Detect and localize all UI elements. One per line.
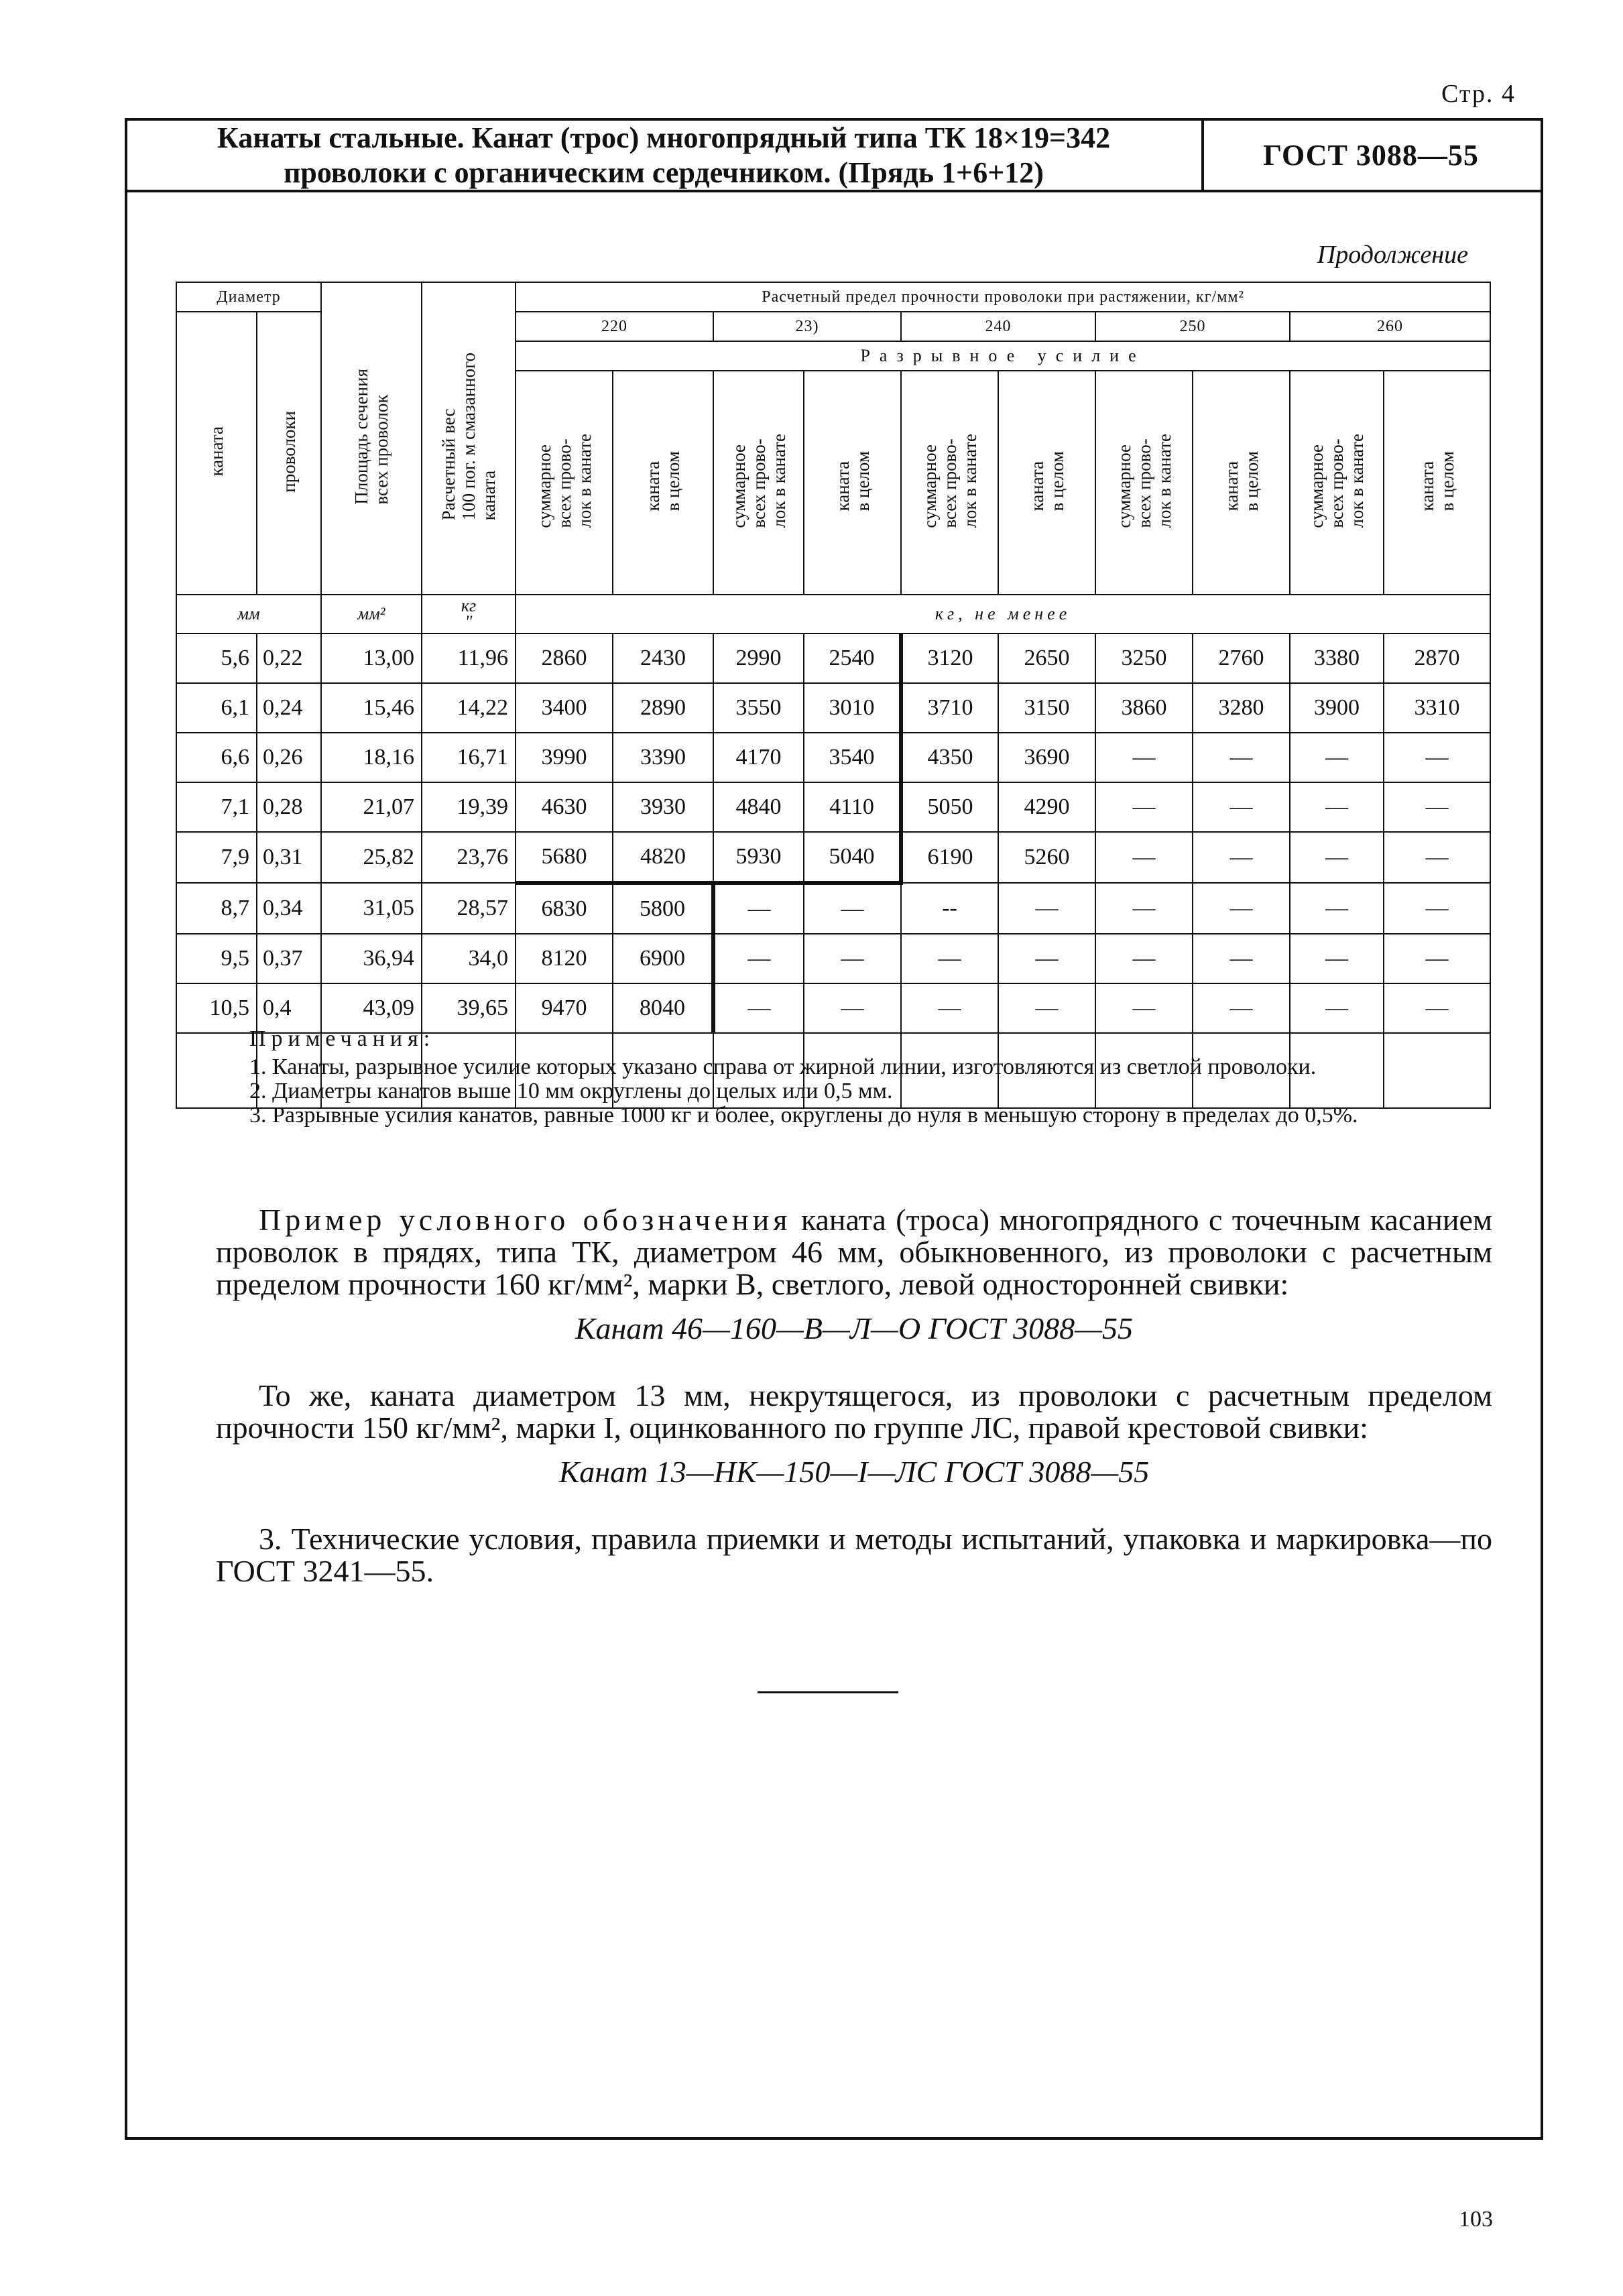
table-cell: 43,09 bbox=[321, 983, 422, 1033]
table-cell: 3120 bbox=[901, 633, 998, 683]
table-cell: 5260 bbox=[998, 832, 1095, 883]
table-cell: 5800 bbox=[613, 883, 713, 934]
table-row bbox=[176, 683, 1490, 733]
gost-number: ГОСТ 3088—55 bbox=[1263, 139, 1479, 172]
table-cell: — bbox=[1095, 832, 1193, 883]
continuation-label: Продолжение bbox=[1317, 241, 1468, 269]
table-cell: 21,07 bbox=[321, 782, 422, 832]
table-cell: 13,00 bbox=[321, 633, 422, 683]
strength-250: 250 bbox=[1095, 312, 1290, 341]
table-row bbox=[176, 832, 1490, 883]
table-cell: — bbox=[713, 983, 804, 1033]
wire-diameter-header: проволоки bbox=[257, 312, 321, 595]
table-cell: 9,5 bbox=[176, 934, 257, 983]
table-row bbox=[176, 883, 1490, 934]
table-cell: 0,22 bbox=[257, 633, 321, 683]
table-row bbox=[176, 633, 1490, 683]
whole-rope-header: каната в целом bbox=[1384, 371, 1490, 595]
table-cell: 2890 bbox=[613, 683, 713, 733]
breaking-force-header: Разрывное усилие bbox=[516, 341, 1490, 371]
table-cell: 8120 bbox=[516, 934, 613, 983]
table-cell: 4840 bbox=[713, 782, 804, 832]
table-cell: — bbox=[1384, 934, 1490, 983]
paragraph-technical-conditions: 3. Технические условия, правила приемки и методы испытаний, упаковка и маркировка—по ГОСТ 3241—55. bbox=[216, 1522, 1492, 1588]
table-cell: 2430 bbox=[613, 633, 713, 683]
table-cell: 18,16 bbox=[321, 733, 422, 782]
table-cell: 3150 bbox=[998, 683, 1095, 733]
table-cell: — bbox=[1384, 733, 1490, 782]
whole-rope-header: каната в целом bbox=[613, 371, 713, 595]
table-cell: 0,28 bbox=[257, 782, 321, 832]
table-cell: — bbox=[998, 883, 1095, 934]
strength-220: 220 bbox=[516, 312, 713, 341]
table-cell: 3540 bbox=[804, 733, 901, 782]
table-cell: 16,71 bbox=[422, 733, 516, 782]
table-cell: — bbox=[804, 883, 901, 934]
header-rule bbox=[125, 190, 1541, 192]
table-cell: — bbox=[804, 934, 901, 983]
table-cell: 7,9 bbox=[176, 832, 257, 883]
table-cell: 3310 bbox=[1384, 683, 1490, 733]
strength-260: 260 bbox=[1290, 312, 1490, 341]
sum-wires-header: суммарное всех прово- лок в канате bbox=[516, 371, 613, 595]
table-cell: 6,6 bbox=[176, 733, 257, 782]
table-cell: 2870 bbox=[1384, 633, 1490, 683]
table-cell: 0,4 bbox=[257, 983, 321, 1033]
table-cell: — bbox=[1095, 883, 1193, 934]
table-cell: 5930 bbox=[713, 832, 804, 883]
table-cell: 5,6 bbox=[176, 633, 257, 683]
frame-bottom-rule bbox=[125, 2137, 1541, 2140]
table-cell: 36,94 bbox=[321, 934, 422, 983]
table-cell: 3010 bbox=[804, 683, 901, 733]
table-cell: 2860 bbox=[516, 633, 613, 683]
strength-230: 23) bbox=[713, 312, 901, 341]
title-line-2: проволоки с органическим сердечником. (Прядь 1+6+12) bbox=[284, 156, 1044, 189]
table-cell: 5050 bbox=[901, 782, 998, 832]
table-cell: 2760 bbox=[1193, 633, 1290, 683]
table-cell: — bbox=[1290, 983, 1384, 1033]
table-cell: 6,1 bbox=[176, 683, 257, 733]
table-cell: — bbox=[1095, 934, 1193, 983]
table-cell: 19,39 bbox=[422, 782, 516, 832]
area-header: Площадь сечения всех проволок bbox=[321, 282, 422, 595]
table-cell: 3550 bbox=[713, 683, 804, 733]
table-cell: — bbox=[1193, 934, 1290, 983]
table-cell: 3990 bbox=[516, 733, 613, 782]
table-cell: — bbox=[713, 934, 804, 983]
table-cell: — bbox=[1290, 832, 1384, 883]
table-cell: 28,57 bbox=[422, 883, 516, 934]
designation-example-1: Канат 46—160—В—Л—О ГОСТ 3088—55 bbox=[575, 1311, 1134, 1345]
table-cell: 4110 bbox=[804, 782, 901, 832]
table-row bbox=[176, 983, 1490, 1033]
table-cell: 0,34 bbox=[257, 883, 321, 934]
table-cell: 3860 bbox=[1095, 683, 1193, 733]
sum-wires-header: суммарное всех прово- лок в канате bbox=[901, 371, 998, 595]
notes-block bbox=[249, 1027, 1496, 1128]
table-cell: — bbox=[713, 883, 804, 934]
whole-rope-header: каната в целом bbox=[998, 371, 1095, 595]
table-cell: 9470 bbox=[516, 983, 613, 1033]
note-3: 3. Разрывные усилия канатов, равные 1000 кг и более, округлены до нуля в меньшую сторону в пределах до 0,5%. bbox=[249, 1103, 1358, 1128]
table-cell: 3390 bbox=[613, 733, 713, 782]
page-number: 103 bbox=[1459, 2207, 1493, 2232]
table-cell: — bbox=[1290, 934, 1384, 983]
table-cell: — bbox=[1384, 832, 1490, 883]
table-cell: — bbox=[1193, 832, 1290, 883]
table-cell: — bbox=[901, 934, 998, 983]
table-cell: 10,5 bbox=[176, 983, 257, 1033]
paragraph-example-2: То же, каната диаметром 13 мм, некрутящегося, из проволоки с расчетным пределом прочности 150 кг/мм², марки I, оцинкованного по группе ЛС, правой крестовой свивки: bbox=[216, 1378, 1492, 1445]
sum-wires-header: суммарное всех прово- лок в канате bbox=[1095, 371, 1193, 595]
document-title bbox=[127, 121, 1200, 190]
note-2: 2. Диаметры канатов выше 10 мм округлены до целых или 0,5 мм. bbox=[249, 1079, 893, 1103]
table-cell: 4820 bbox=[613, 832, 713, 883]
table-cell: — bbox=[1384, 983, 1490, 1033]
table-cell: 8,7 bbox=[176, 883, 257, 934]
table-cell: 14,22 bbox=[422, 683, 516, 733]
title-line-1: Канаты стальные. Канат (трос) многопрядный типа ТК 18×19=342 bbox=[217, 121, 1111, 154]
weight-header: Расчетный вес 100 пог. м смазанного каната bbox=[422, 282, 516, 595]
page-label: Стр. 4 bbox=[1441, 80, 1516, 108]
table-cell: 3930 bbox=[613, 782, 713, 832]
designation-example-2: Канат 13—НК—150—I—ЛС ГОСТ 3088—55 bbox=[558, 1455, 1150, 1489]
paragraph-example-1: Пример условного обозначения каната (троса) многопрядного с точечным касанием проволок в прядях, типа ТК, диаметром 46 мм, обыкновенного, из проволоки с расчетным пределом прочности 160 кг/мм², марки В, светлого, левой односторонней свивки: bbox=[216, 1203, 1492, 1301]
unit-kg: кг " bbox=[422, 595, 516, 633]
table-cell: 6900 bbox=[613, 934, 713, 983]
end-rule bbox=[758, 1691, 898, 1693]
table-cell: — bbox=[998, 934, 1095, 983]
table-row bbox=[176, 733, 1490, 782]
table-cell: 5040 bbox=[804, 832, 901, 883]
table-cell: — bbox=[901, 983, 998, 1033]
table-cell: 3900 bbox=[1290, 683, 1384, 733]
table-cell: — bbox=[1290, 883, 1384, 934]
table-cell: 15,46 bbox=[321, 683, 422, 733]
diameter-header: Диаметр bbox=[176, 282, 321, 312]
table-cell: 31,05 bbox=[321, 883, 422, 934]
table-cell: — bbox=[1095, 733, 1193, 782]
table-cell: 25,82 bbox=[321, 832, 422, 883]
table-cell: -- bbox=[901, 883, 998, 934]
table-cell: 7,1 bbox=[176, 782, 257, 832]
table-cell: — bbox=[998, 983, 1095, 1033]
table-cell: 11,96 bbox=[422, 633, 516, 683]
strength-240: 240 bbox=[901, 312, 1095, 341]
sum-wires-header: суммарное всех прово- лок в канате bbox=[713, 371, 804, 595]
table-cell: — bbox=[1384, 883, 1490, 934]
table-cell: — bbox=[804, 983, 901, 1033]
sum-wires-header: суммарное всех прово- лок в канате bbox=[1290, 371, 1384, 595]
table-cell: 6190 bbox=[901, 832, 998, 883]
table-cell: 4350 bbox=[901, 733, 998, 782]
table-cell: 2650 bbox=[998, 633, 1095, 683]
rope-diameter-header: каната bbox=[176, 312, 257, 595]
table-cell: — bbox=[1193, 733, 1290, 782]
table-cell: 2540 bbox=[804, 633, 901, 683]
rope-table bbox=[176, 282, 1491, 1109]
table-cell: 3690 bbox=[998, 733, 1095, 782]
table-cell: 4170 bbox=[713, 733, 804, 782]
table-cell: 3400 bbox=[516, 683, 613, 733]
table-cell: 4290 bbox=[998, 782, 1095, 832]
table-cell: — bbox=[1193, 782, 1290, 832]
unit-mm: мм bbox=[176, 595, 321, 633]
table-cell: — bbox=[1290, 782, 1384, 832]
table-cell: 3250 bbox=[1095, 633, 1193, 683]
table-cell: — bbox=[1384, 782, 1490, 832]
table-cell: 8040 bbox=[613, 983, 713, 1033]
table-cell: 39,65 bbox=[422, 983, 516, 1033]
table-cell: 3380 bbox=[1290, 633, 1384, 683]
unit-kg-min: кг, не менее bbox=[516, 595, 1490, 633]
unit-mm2: мм² bbox=[321, 595, 422, 633]
table-row bbox=[176, 934, 1490, 983]
table-cell: — bbox=[1193, 883, 1290, 934]
whole-rope-header: каната в целом bbox=[1193, 371, 1290, 595]
table-cell: 23,76 bbox=[422, 832, 516, 883]
table-cell: 0,24 bbox=[257, 683, 321, 733]
table-cell: 2990 bbox=[713, 633, 804, 683]
table-cell: 3710 bbox=[901, 683, 998, 733]
table-cell: 3280 bbox=[1193, 683, 1290, 733]
table-cell: 0,31 bbox=[257, 832, 321, 883]
table-cell: — bbox=[1095, 983, 1193, 1033]
table-row bbox=[176, 782, 1490, 832]
whole-rope-header: каната в целом bbox=[804, 371, 901, 595]
table-cell: 6830 bbox=[516, 883, 613, 934]
body-text bbox=[216, 1204, 1492, 1587]
strength-header: Расчетный предел прочности проволоки при растяжении, кг/мм² bbox=[516, 282, 1490, 312]
notes-title: Примечания: bbox=[249, 1026, 436, 1051]
table-cell: 0,37 bbox=[257, 934, 321, 983]
table-cell: — bbox=[1193, 983, 1290, 1033]
table-cell: 34,0 bbox=[422, 934, 516, 983]
table-cell: 0,26 bbox=[257, 733, 321, 782]
table-cell: 4630 bbox=[516, 782, 613, 832]
table-cell: 5680 bbox=[516, 832, 613, 883]
table-cell: — bbox=[1290, 733, 1384, 782]
note-1: 1. Канаты, разрывное усилие которых указано справа от жирной линии, изготовляются из светлой проволоки. bbox=[249, 1054, 1317, 1079]
table-cell: — bbox=[1095, 782, 1193, 832]
